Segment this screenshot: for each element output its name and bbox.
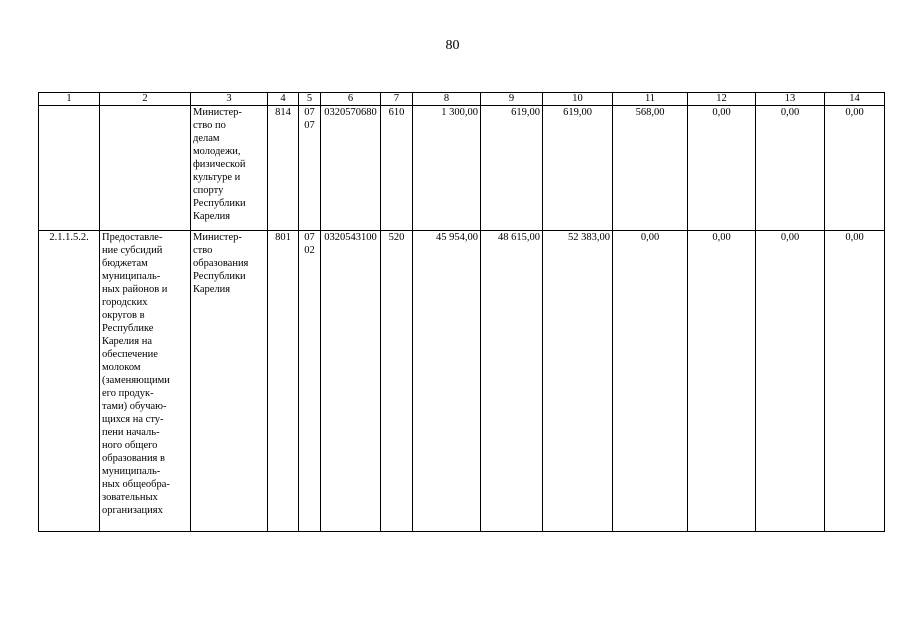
amount-cell: 0,00 [825, 231, 885, 532]
column-header: 9 [481, 93, 543, 106]
column-header: 2 [100, 93, 191, 106]
amount-cell: 0,00 [756, 106, 825, 231]
amount-cell: 0,00 [756, 231, 825, 532]
column-header: 11 [613, 93, 688, 106]
amount-cell: 0,00 [688, 231, 756, 532]
column-header: 10 [543, 93, 613, 106]
column-header: 4 [268, 93, 299, 106]
expense-type-cell: 610 [381, 106, 413, 231]
column-header: 12 [688, 93, 756, 106]
target-article-cell: 0320570680 [321, 106, 381, 231]
header-row [39, 93, 885, 106]
amount-cell: 48 615,00 [481, 231, 543, 532]
item-number-cell: 2.1.1.5.2. [39, 231, 100, 532]
amount-cell: 52 383,00 [543, 231, 613, 532]
column-header: 8 [413, 93, 481, 106]
column-header: 14 [825, 93, 885, 106]
column-header: 6 [321, 93, 381, 106]
amount-cell: 0,00 [613, 231, 688, 532]
target-article-cell: 0320543100 [321, 231, 381, 532]
expense-type-cell: 520 [381, 231, 413, 532]
executor-cell: Министер- ство образования Республики Карелия [191, 231, 268, 532]
amount-cell: 568,00 [613, 106, 688, 231]
column-header: 7 [381, 93, 413, 106]
section-cell: 07 07 [299, 106, 321, 231]
measure-name-cell: Предоставле- ние субсидий бюджетам муниципаль- ных районов и городских округов в Республике Карелия на обеспечение молоком (заменяющими его продук- тами) обучаю- щихся на сту- пени началь- ного общего образования в муниципаль- ных общеобра- зовательных организациях [100, 231, 191, 532]
code-cell: 801 [268, 231, 299, 532]
column-header: 13 [756, 93, 825, 106]
budget-table [38, 92, 885, 532]
amount-cell: 45 954,00 [413, 231, 481, 532]
amount-cell: 619,00 [481, 106, 543, 231]
table-row [39, 106, 885, 231]
table-row [39, 231, 885, 532]
section-cell: 07 02 [299, 231, 321, 532]
code-cell: 814 [268, 106, 299, 231]
page-number: 80 [445, 38, 460, 53]
item-number-cell [39, 106, 100, 231]
measure-name-cell [100, 106, 191, 231]
column-header: 3 [191, 93, 268, 106]
amount-cell: 619,00 [543, 106, 613, 231]
amount-cell: 0,00 [688, 106, 756, 231]
column-header: 5 [299, 93, 321, 106]
executor-cell: Министер- ство по делам молодежи, физической культуре и спорту Республики Карелия [191, 106, 268, 231]
amount-cell: 1 300,00 [413, 106, 481, 231]
column-header: 1 [39, 93, 100, 106]
amount-cell: 0,00 [825, 106, 885, 231]
